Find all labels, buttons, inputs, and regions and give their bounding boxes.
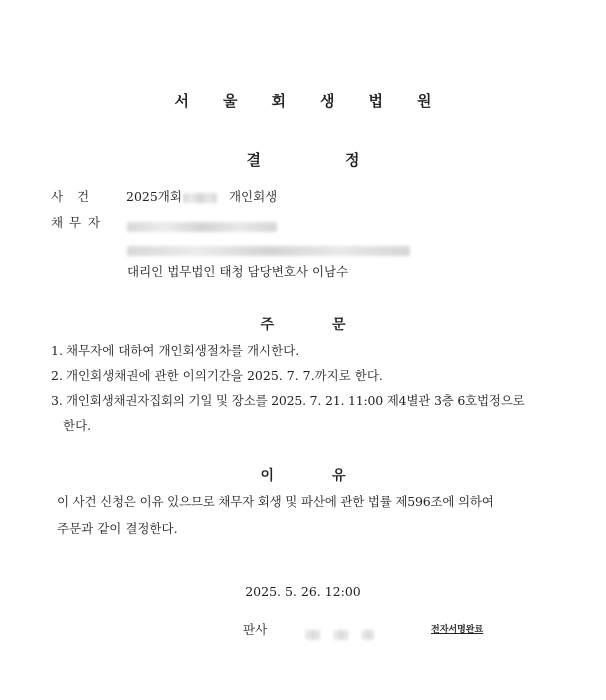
redacted-judge-name bbox=[306, 624, 374, 643]
decision-title-char: 정 bbox=[345, 151, 360, 169]
court-name-char: 회 bbox=[271, 92, 286, 110]
court-name bbox=[0, 90, 606, 111]
court-name-char: 서 bbox=[174, 92, 189, 110]
reason-text-line: 주문과 같이 결정한다. bbox=[57, 521, 178, 536]
debtor-label: 채 무 자 bbox=[51, 215, 101, 230]
redacted-debtor-name bbox=[127, 216, 277, 235]
decision-date: 2025. 5. 26. 12:00 bbox=[245, 584, 361, 599]
court-name-char: 법 bbox=[368, 92, 383, 110]
representative: 대리인 법무법인 태청 담당변호사 이남수 bbox=[127, 264, 349, 279]
order-heading: 주 문 bbox=[260, 317, 346, 333]
redacted-case-number bbox=[183, 193, 217, 203]
judge-label: 판사 bbox=[243, 622, 268, 637]
order-item: 2. 개인회생채권에 관한 이의기간을 2025. 7. 7.까지로 한다. bbox=[51, 368, 383, 383]
court-name-char: 원 bbox=[417, 92, 432, 110]
reason-text-line: 이 사건 신청은 이유 있으므로 채무자 회생 및 파산에 관한 법률 제596조에 의하여 bbox=[57, 494, 494, 509]
order-item: 1. 채무자에 대하여 개인회생절차를 개시한다. bbox=[51, 343, 300, 358]
order-item: 3. 개인회생채권자집회의 기일 및 장소를 2025. 7. 21. 11:00 제4별관 3층 6호법정으로 bbox=[51, 393, 525, 408]
redacted-debtor-address bbox=[127, 240, 410, 259]
case-label: 사 건 bbox=[51, 189, 90, 204]
court-name-char: 울 bbox=[223, 92, 238, 110]
reason-heading: 이 유 bbox=[260, 468, 346, 484]
case-number bbox=[126, 187, 277, 205]
order-item-continuation: 한다. bbox=[63, 418, 92, 433]
e-signature-mark: 전자서명완료 bbox=[431, 625, 484, 635]
case-number-prefix: 2025개회 bbox=[126, 189, 182, 204]
case-type: 개인회생 bbox=[228, 189, 278, 204]
decision-title bbox=[0, 149, 606, 170]
decision-title-char: 결 bbox=[246, 151, 261, 169]
court-name-char: 생 bbox=[320, 92, 335, 110]
